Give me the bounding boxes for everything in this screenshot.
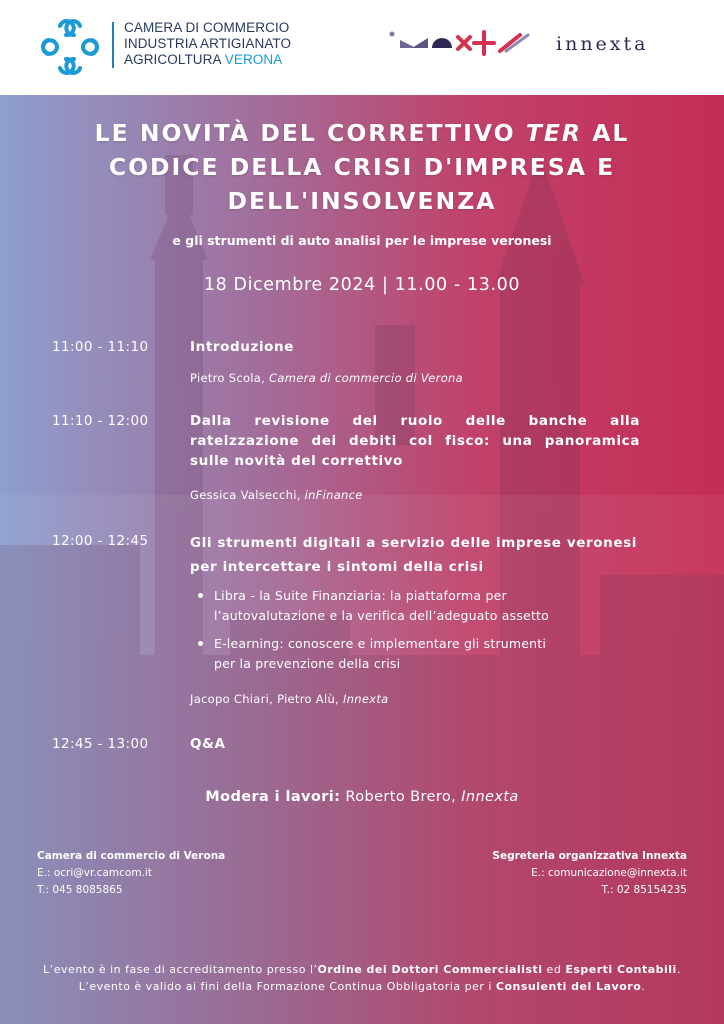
chamber-line-1: CAMERA DI COMMERCIO: [124, 20, 290, 35]
innexta-wordmark: innexta: [556, 33, 649, 55]
agenda-bullet: Libra - la Suite Finanziaria: la piattaforma per l’autovalutazione e la verifica dell’adeguato assetto: [198, 586, 664, 626]
agenda-speaker: Pietro Scola, Camera di commercio di Verona: [190, 371, 463, 385]
innexta-logo-icon: [388, 24, 548, 68]
agenda-affiliation: inFinance: [304, 488, 363, 502]
chamber-logo-icon: [40, 18, 100, 76]
agenda-affiliation: Innexta: [342, 692, 389, 706]
agenda-title: Introduzione: [190, 339, 295, 355]
title-line-3: DELL'INSOLVENZA: [227, 187, 497, 215]
contact-phone: T.: 045 8085865: [37, 884, 123, 896]
chamber-name: [124, 20, 291, 68]
agenda-time: 12:45 - 13:00: [52, 736, 149, 752]
bullet-dot-icon: [198, 641, 203, 646]
agenda-speaker: Gessica Valsecchi, inFinance: [190, 488, 363, 502]
header-divider: [112, 22, 114, 68]
contact-org: Segreteria organizzativa Innexta: [492, 850, 687, 862]
contact-chamber: [37, 848, 225, 899]
moderator-label: Modera i lavori:: [205, 789, 341, 805]
title-line-1-end: AL: [582, 119, 630, 147]
title-line-1: LE NOVITÀ DEL CORRETTIVO: [94, 119, 526, 147]
title-italic-word: TER: [525, 119, 583, 147]
agenda-title: Gli strumenti digitali a servizio delle imprese veronesi per intercettare i sintomi della crisi: [190, 535, 637, 575]
agenda-time: 11:00 - 11:10: [52, 339, 149, 355]
contact-innexta: [492, 848, 687, 899]
moderator-affiliation: Innexta: [461, 789, 519, 805]
agenda-time: 12:00 - 12:45: [52, 533, 149, 549]
title-line-2: CODICE DELLA CRISI D'IMPRESA E: [108, 153, 616, 181]
chamber-line-2: INDUSTRIA ARTIGIANATO: [124, 36, 292, 51]
agenda-time: 11:10 - 12:00: [52, 413, 149, 429]
agenda-affiliation: Camera di commercio di Verona: [269, 371, 463, 385]
chamber-line-3: AGRICOLTURA: [124, 52, 221, 67]
contact-phone: T.: 02 85154235: [601, 884, 687, 896]
contact-email[interactable]: E.: ocri@vr.camcom.it: [37, 867, 152, 879]
event-date: 18 Dicembre 2024 | 11.00 - 13.00: [203, 275, 521, 295]
event-subtitle: e gli strumenti di auto analisi per le imprese veronesi: [172, 233, 552, 248]
chamber-city: VERONA: [224, 52, 283, 67]
agenda-bullet: E-learning: conoscere e implementare gli strumenti per la prevenzione della crisi: [198, 634, 664, 674]
agenda-title: Dalla revisione del ruolo delle banche alla rateizzazione dei debiti col fisco: una panoramica sulle novità del correttivo: [190, 413, 640, 469]
event-title: [20, 116, 704, 218]
bullet-dot-icon: [198, 593, 203, 598]
contact-email[interactable]: E.: comunicazione@innexta.it: [531, 867, 687, 879]
moderator-line: [20, 789, 704, 805]
agenda-title: Q&A: [190, 736, 226, 752]
header-bar: [0, 0, 724, 95]
agenda-speaker: Jacopo Chiari, Pietro Alù, Innexta: [190, 692, 389, 706]
moderator-name: Roberto Brero,: [340, 789, 462, 805]
accreditation-note: L’evento è in fase di accreditamento presso l’Ordine dei Dottori Commercialisti ed Esperti Contabili. L’evento è valido ai fini della Formazione Continua Obbligatoria per i Consulenti del Lavoro.: [43, 963, 681, 993]
contact-org: Camera di commercio di Verona: [37, 850, 226, 862]
